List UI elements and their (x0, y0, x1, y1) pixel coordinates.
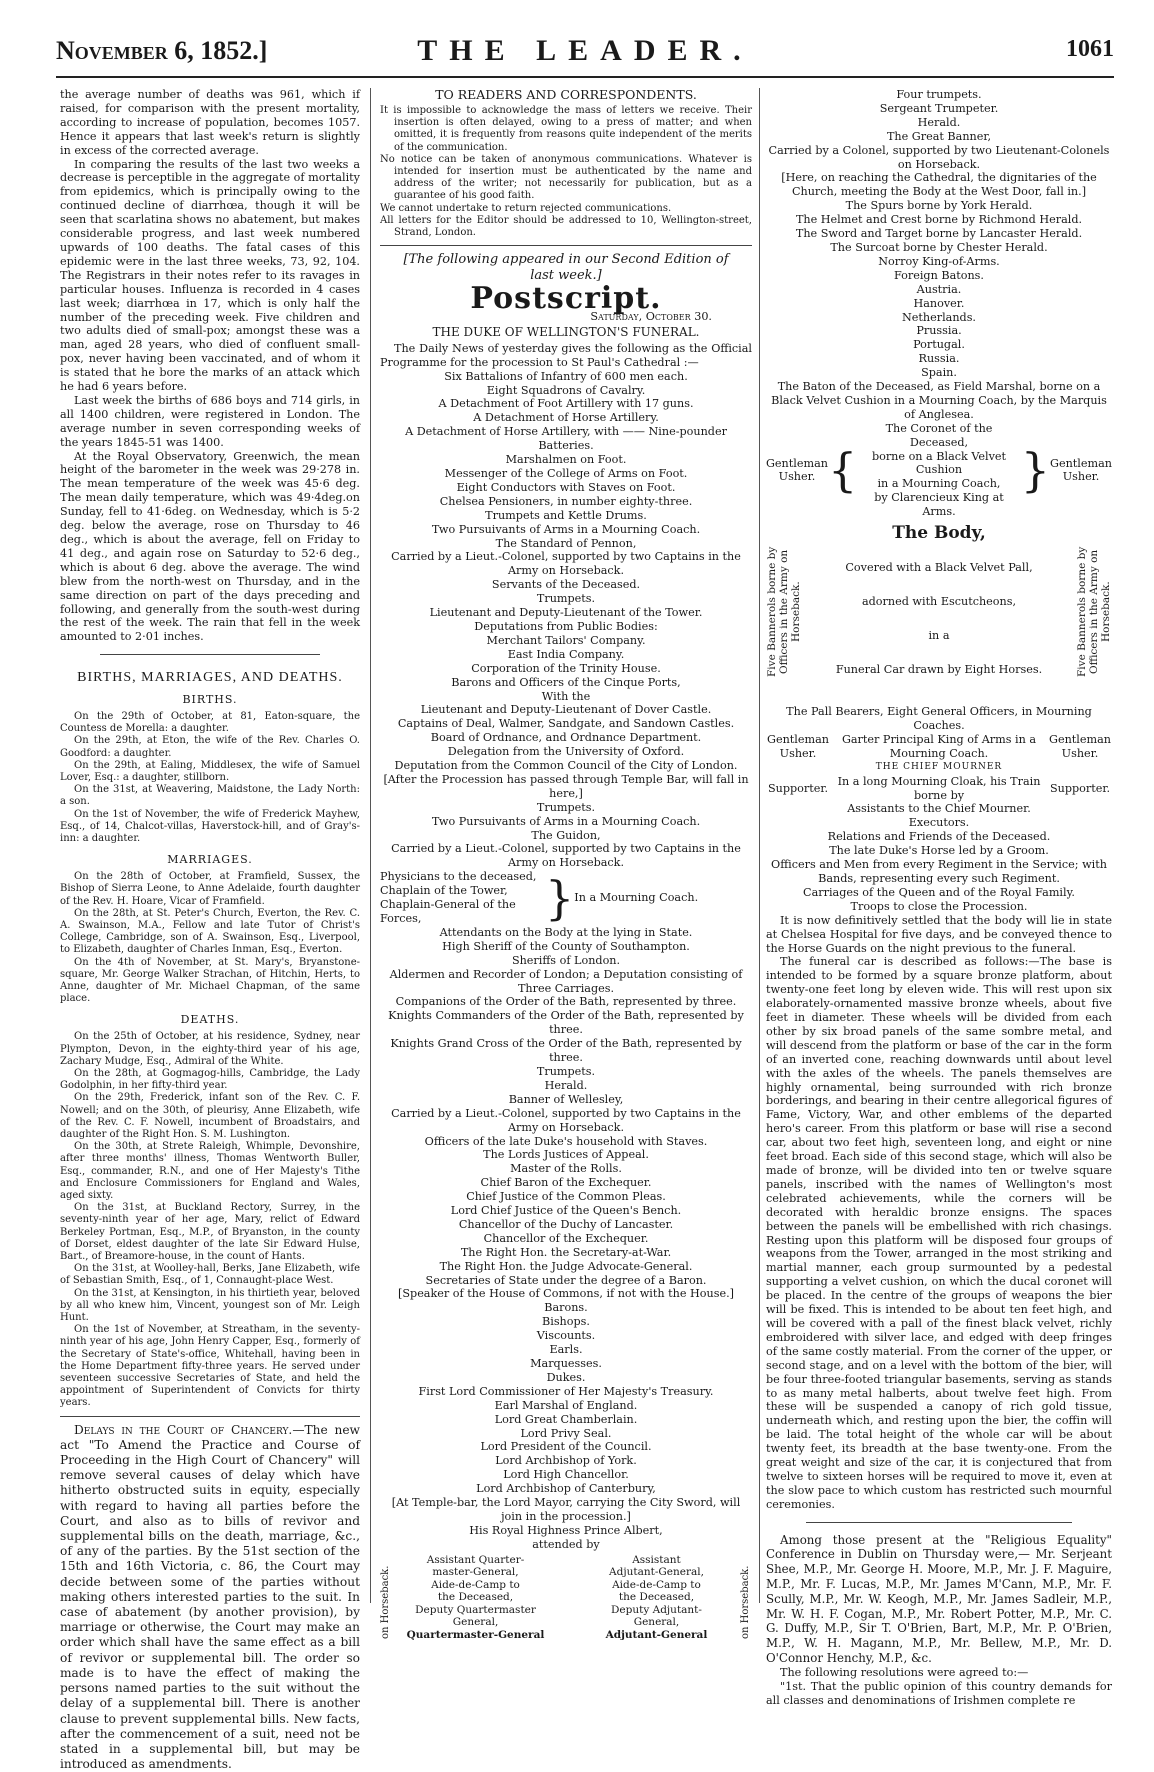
procession-item: Chief Justice of the Common Pleas. (466, 1190, 666, 1204)
procession-item: The Spurs borne by York Herald. (845, 199, 1033, 213)
procession-item: Trumpets. (536, 592, 596, 606)
column-rule-left (370, 88, 371, 1603)
death-notice: On the 28th, at Gogmagog-hills, Cambridge, the Lady Godolphin, in her fifty-third year. (60, 1067, 360, 1092)
procession-item: Carriages of the Queen and of the Royal Family. (803, 885, 1075, 899)
procession-item: Austria. (916, 282, 962, 296)
procession-item: Lord Chief Justice of the Queen's Bench. (450, 1204, 682, 1218)
supporter-group (766, 775, 1112, 803)
newspaper-title: THE LEADER. (417, 34, 753, 67)
birth-notice: On the 1st of November, the wife of Frederick Mayhew, Esq., of 14, Chalcot-villas, Haverstock-hill, and of Gray's-inn: a daughter. (60, 808, 360, 845)
procession-item: The Right Hon. the Secretary-at-War. (460, 1245, 672, 1259)
procession-item: Lord Great Chamberlain. (494, 1412, 638, 1426)
supporter-right: Supporter. (1049, 781, 1111, 795)
attendant-line: Deputy Adjutant- (611, 1603, 702, 1616)
procession-item: The Guidon, (531, 828, 601, 842)
procession-item: Lieutenant and Deputy-Lieutenant of the Tower. (429, 606, 703, 620)
procession-item: His Royal Highness Prince Albert, (469, 1523, 663, 1537)
procession-item: Deputations from Public Bodies: (474, 619, 658, 633)
procession-item: Messenger of the College of Arms on Foot. (444, 467, 688, 481)
readers-notice: No notice can be taken of anonymous communications. Whatever is intended for insertion must be authenticated by the name and address of the writer; not necessarily for publication, but as a guarantee of his good faith. (380, 153, 752, 202)
garter-group (766, 733, 1112, 761)
procession-item: The Standard of Pennon, (495, 536, 637, 550)
procession-item: A Detachment of Foot Artillery with 17 guns. (438, 397, 694, 411)
procession-item: Four trumpets. (896, 88, 982, 101)
physician-line: Physicians to the deceased, (380, 870, 537, 884)
procession-list-b (380, 926, 752, 1552)
bannerols-right: Five Bannerols borne by Officers in the Army on Horseback. (1076, 546, 1112, 678)
mortality-intro: the average number of deaths was 961, which if raised, for comparison with the present mortality, according to increase of population, becomes 1057. Hence it appears that last week's return is slightly in excess of the corrected average. (60, 88, 360, 157)
death-notice: On the 31st, at Buckland Rectory, Surrey, in the seventy-ninth year of her age, Mary, relict of Edward Berkeley Portman, Esq., M.P., of Bryanston, in the county of Dorset, eldest daughter of the late Sir Edward Hulse, Bart., of Breamore-house, in the count of Hants. (60, 1202, 360, 1262)
readers-notice: All letters for the Editor should be addressed to 10, Wellington-street, Strand, London. (380, 214, 752, 238)
procession-item: Prussia. (916, 324, 962, 338)
attendant-line: Aide-de-Camp to (612, 1578, 701, 1591)
attendant-line: General, (452, 1616, 499, 1629)
procession-item: Barons and Officers of the Cinque Ports, (451, 675, 681, 689)
bmd-heading: BIRTHS, MARRIAGES, AND DEATHS. (77, 670, 343, 686)
procession-item: Secretaries of State under the degree of a Baron. (425, 1273, 707, 1287)
body-line: in a (928, 629, 950, 643)
procession-item: [After the Procession has passed through Temple Bar, will fall in here,] (383, 772, 749, 800)
death-notice: On the 31st, at Kensington, in his thirtieth year, beloved by all who knew him, Vincent, youngest son of Mr. Leigh Hunt. (60, 1287, 360, 1324)
procession-item: First Lord Commissioner of Her Majesty's Treasury. (418, 1384, 714, 1398)
first-resolution: "1st. That the public opinion of this country demands for all classes and denominations of Irishmen complete re (766, 1679, 1112, 1707)
births-heading: BIRTHS. (182, 693, 238, 707)
resolutions-intro: The following resolutions were agreed to:— (780, 1665, 1029, 1679)
attendants-left (392, 1554, 559, 1652)
procession-item: Herald. (544, 1078, 588, 1092)
procession-item: Two Pursuivants of Arms in a Mourning Coach. (431, 814, 701, 828)
procession-item: Netherlands. (902, 310, 976, 324)
procession-item: Eight Squadrons of Cavalry. (486, 383, 646, 397)
attendants-right (573, 1554, 740, 1652)
procession-item: Deputation from the Common Council of the City of London. (394, 759, 738, 773)
procession-item: The Surcoat borne by Chester Herald. (830, 240, 1048, 254)
marriages-heading: MARRIAGES. (167, 853, 253, 867)
procession-item: Carried by a Lieut.-Colonel, supported by two Captains in the Army on Horseback. (391, 1106, 741, 1134)
birth-notice: On the 29th, at Ealing, Middlesex, the wife of Samuel Lover, Esq.: a daughter, stillborn. (60, 759, 360, 784)
attendant-line: the Deceased, (618, 1591, 695, 1604)
second-edition-note: [The following appeared in our Second Edition of last week.] (403, 252, 729, 284)
procession-item: Russia. (918, 352, 960, 366)
physician-line: Chaplain-General of the Forces, (380, 898, 516, 926)
dublin-conference: Among those present at the "Religious Equality" Conference in Dublin on Thursday were,— Mr. Serjeant Shee, M.P., Mr. George H. Moore, M.P., Mr. J. F. Maguire, M.P., Mr. F. Lucas, M.P., Mr. James M'Cann, M.P., Mr. F. Scully, M.P., Mr. W. Keogh, M.P., Mr. James Sadleir, M.P., Mr. W. H. F. Cogan, M.P., Mr. Robert Potter, M.P., Mr. C. G. Duffy, M.P., Sir T. O'Brien, Bart, M.P., Mr. P. O'Brien, M.P., W. H. Magann, M.P., Mr. Bellew, M.P., Mr. D. O'Connor Henchy, M.P., &c. (766, 1532, 1112, 1666)
marriage-notice: On the 28th, at St. Peter's Church, Everton, the Rev. C. A. Swainson, M.A., Fellow and late Tutor of Christ's College, Cambridge, son of A. Swainson, Esq., Liverpool, to Elizabeth, daughter of Charles Inman, Esq., Everton. (60, 907, 360, 956)
funeral-car-description: The funeral car is described as follows:—The base is intended to be formed by a square bronze platform, about twenty-one feet long by eleven wide. This will rest upon six elaborately-ornamented massive bronze wheels, about five feet in diameter. These wheels will be divided from each other by six broad panels of the same sombre metal, and will descend from the platform or base of the car in the form of an inverted cone, reaching downwards until about level with the axles of the wheels. The panels themselves are highly ornamental, being surrounded with rich bronze borderings, and bearing in their centre allegorical figures of Fame, Victory, War, and other emblems of the departed hero's career. From this platform or base will rise a second car, about two feet high, seventeen long, and eight or nine feet broad. Each side of this second stage, which will also be made of bronze, will be divided into ten or twelve square panels, inscribed with the names of Wellington's most celebrated achievements, while the corners will be decorated with heraldic bronze ensigns. The spaces between the panels will be embellished with rich chasings. Resting upon this platform will be disposed four groups of weapons from the Tower, arranged in the most striking and martial manner, each group surmounted by a pedestal supporting a velvet cushion, on which the ducal coronet will be placed. In the centre of the groups of weapons the bier will be fixed. This is intended to be about ten feet high, and will be covered with a pall of the finest black velvet, richly embroidered with silver lace, and edged with deep fringes of the same costly material. From the corner of the upper, or second stage, and on a level with the bottom of the bier, will be four three-footed triangular basements, serving as stands to as many metal halberts, about twelve feet high. From these will be suspended a canopy of rich gold tissue, underneath which, and resting upon the bier, the coffin will be laid. The total height of the whole car will be about twenty feet, its breadth at the base twenty-one. From the great weight and size of the car, it is conjectured that from twelve to sixteen horses will be required to move it, even at the slow pace to which custom has restricted such mournful ceremonies. (766, 955, 1112, 1511)
procession-item: Board of Ordnance, and Ordnance Department. (430, 731, 702, 745)
deaths-list (60, 1031, 360, 1409)
coronet-line: borne on a Black Velvet Cushion (871, 449, 1007, 477)
procession-item: Chief Baron of the Exchequer. (480, 1176, 652, 1190)
chancery-headline: Delays in the Court of Chancery. (74, 1422, 293, 1437)
procession-item: The Baton of the Deceased, as Field Marshal, borne on a Black Velvet Cushion in a Mourning Coach, by the Marquis of Anglesea. (771, 380, 1107, 421)
procession-item: Two Pursuivants of Arms in a Mourning Coach. (431, 522, 701, 536)
procession-item: With the (541, 689, 591, 703)
death-notice: On the 1st of November, at Streatham, in the seventy-ninth year of his age, John Henry Capper, Esq., formerly of the Secretary of State's-office, Whitehall, having been in the Home Department fifty-three years. He served under seventeen successive Secretaries of State, and held the appointment of Superintendent of Convicts for thirty years. (60, 1324, 360, 1409)
procession-item: Hanover. (913, 296, 965, 310)
procession-item: Marshalmen on Foot. (505, 453, 627, 467)
procession-item: Captains of Deal, Walmer, Sandgate, and Sandown Castles. (397, 717, 735, 731)
procession-item: Lord Archbishop of York. (495, 1454, 637, 1468)
procession-item: Banner of Wellesley, (508, 1092, 624, 1106)
chief-mourner: THE CHIEF MOURNER (875, 761, 1003, 772)
procession-item: The Great Banner, (886, 129, 992, 143)
attendants-table (392, 1554, 740, 1652)
attendant-line: master-General, (432, 1566, 519, 1579)
procession-item: Earls. (549, 1343, 583, 1357)
divider (100, 654, 320, 655)
deaths-heading: DEATHS. (180, 1013, 240, 1027)
births-weekly: Last week the births of 686 boys and 714 girls, in all 1400 children, were registered in London. The average number in seven corresponding weeks of the years 1845-51 was 1400. (60, 393, 360, 449)
procession-item: Trumpets and Kettle Drums. (485, 508, 647, 522)
procession-item: Lord Archbishop of Canterbury, (476, 1482, 656, 1496)
chancery-body: —The new act "To Amend the Practice and Course of Proceeding in the High Court of Chancery" will remove several causes of delay which have hitherto obstructed suits in equity, especially with regard to having all parties before the Court, and also as to bills of revivor and supplemental bills on the death, marriage, &c., of any of the parties. By the 51st section of the 15th and 16th Victoria, c. 86, the Court may decide between some of the parties without making others interested parties to the suit. In case of abatement (by another provision), by marriage or otherwise, the Court may make an order which shall have the same effect as a bill of revivor or supplemental bill. The order so made is to have the effect of making the persons named parties to the suit without the delay of a supplemental bill. There is another clause to prevent supplemental bills. New facts, after the commencement of a suit, need not be stated in a supplemental bill, but may be introduced as amendments. (60, 1422, 360, 1772)
procession-item: Lord Privy Seal. (520, 1426, 612, 1440)
procession-item: Carried by a Lieut.-Colonel, supported by two Captains in the Army on Horseback. (391, 842, 741, 870)
procession-item: Lieutenant and Deputy-Lieutenant of Dover Castle. (420, 703, 712, 717)
procession-item: Officers of the late Duke's household with Staves. (424, 1134, 708, 1148)
procession-item: Delegation from the University of Oxford. (447, 745, 685, 759)
marriage-notice: On the 4th of November, at St. Mary's, Bryanstone-square, Mr. George Walker Strachan, of Hitchin, Herts, to Anne, daughter of Mr. Michael Chapman, of the same place. (60, 956, 360, 1005)
body-line: Covered with a Black Velvet Pall, (845, 561, 1033, 575)
birth-notice: On the 29th, at Eton, the wife of the Rev. Charles O. Goodford: a daughter. (60, 735, 360, 759)
physician-line: Chaplain of the Tower, (380, 884, 508, 898)
attendant-line: Quartermaster-General (406, 1628, 545, 1641)
procession-item: Viscounts. (536, 1329, 596, 1343)
births-list (60, 711, 360, 845)
procession-item: High Sheriff of the County of Southampton. (442, 939, 690, 953)
procession-item: Foreign Batons. (894, 268, 984, 282)
divider (60, 1416, 360, 1417)
bannerols-left: Five Bannerols borne by Officers in the Army on Horseback. (766, 546, 802, 678)
attendant-line: General, (633, 1616, 680, 1629)
procession-item: Marquesses. (530, 1357, 602, 1371)
procession-item: Corporation of the Trinity House. (471, 661, 661, 675)
procession-item: Lord High Chancellor. (503, 1468, 629, 1482)
readers-notice: We cannot undertake to return rejected communications. (380, 202, 672, 214)
brace-icon: } (545, 871, 575, 926)
procession-item: Chancellor of the Exchequer. (483, 1231, 649, 1245)
procession-item: Carried by a Lieut.-Colonel, supported by two Captains in the Army on Horseback. (391, 550, 741, 578)
divider (380, 245, 752, 246)
procession-item: The Lords Justices of Appeal. (483, 1148, 649, 1162)
mortality-comparison: In comparing the results of the last two weeks a decrease is perceptible in the aggregate of mortality from epidemics, which is principally owing to the continued decline of diarrhœa, though it will be seen that scarlatina shows no abatement, but makes considerable progress, and last week numbered upwards of 100 deaths. The fatal cases of this epidemic were in the last three weeks, 73, 92, 104. The Registrars in their notes refer to its ravages in particular houses. Influenza is recorded in 4 cases last week; diarrhœa in 17, which is only half the number of the preceding week. Five children and two adults died of small-pox; amongst these was a man, aged 28 years, who died of confluent small-pox, never having been vaccinated, and of whom it is stated that he bore the marks of an attack which he had 6 years before. (60, 157, 360, 394)
death-notice: On the 29th, Frederick, infant son of the Rev. C. F. Nowell; and on the 30th, of pleurisy, Anne Elizabeth, wife of the Rev. C. F. Nowell, incumbent of Broadstairs, and daughter of the Right Hon. S. M. Lushington. (60, 1092, 360, 1140)
masthead (56, 28, 1114, 78)
procession-item: Relations and Friends of the Deceased. (827, 830, 1051, 844)
readers-heading: TO READERS AND CORRESPONDENTS. (435, 87, 697, 102)
body-heading: The Body, (892, 523, 986, 544)
coronet-group (766, 422, 1112, 519)
attendant-line: Deputy Quartermaster (415, 1603, 536, 1616)
procession-item: [At Temple-bar, the Lord Mayor, carrying the City Sword, will join in the procession.] (391, 1496, 741, 1523)
procession-item: Sergeant Trumpeter. (879, 101, 999, 115)
procession-item: Master of the Rolls. (510, 1162, 622, 1176)
procession-item: Dukes. (546, 1370, 586, 1384)
funeral-headline: THE DUKE OF WELLINGTON'S FUNERAL. (432, 324, 700, 339)
postscript-heading: Postscript. (470, 281, 662, 317)
procession-item: Knights Commanders of the Order of the Bath, represented by three. (388, 1009, 744, 1037)
procession-item: Attendants on the Body at the lying in State. (439, 925, 693, 939)
physicians-group (380, 870, 752, 926)
attendant-line: Assistant Quarter- (426, 1553, 525, 1566)
supporter-left: Supporter. (767, 781, 829, 795)
coronet-line: by Clarencieux King at Arms. (874, 491, 1004, 519)
body-line: Funeral Car drawn by Eight Horses. (835, 662, 1043, 676)
column-1 (60, 88, 360, 1772)
procession-item: Companions of the Order of the Bath, represented by three. (395, 995, 737, 1009)
divider (806, 1522, 1072, 1523)
attendant-line: Adjutant-General, (609, 1566, 704, 1579)
pall-bearers: The Pall Bearers, Eight General Officers, in Mourning Coaches. (786, 705, 1092, 732)
procession-item: The Right Hon. the Judge Advocate-General. (439, 1259, 693, 1273)
body-line: adorned with Escutcheons, (861, 595, 1017, 609)
chelsea-lying-in-state: It is now definitively settled that the body will lie in state at Chelsea Hospital for five days, and be conveyed thence to the Horse Guards on the night previous to the funeral. (766, 913, 1112, 955)
horseback-label-right: on Horseback. (740, 1565, 751, 1639)
brace-icon: { (827, 443, 858, 498)
coronet-line: in a Mourning Coach, (877, 477, 1001, 491)
death-notice: On the 30th, at Strete Raleigh, Whimple, Devonshire, after three months' illness, Thomas Wentworth Buller, Esq., commander, R.N., and one of Her Majesty's Tithe and Enclosure Commissioners for England and Wales, aged sixty. (60, 1141, 360, 1201)
column-2 (380, 87, 752, 1641)
procession-item: Lord President of the Council. (480, 1440, 652, 1454)
body-group (766, 523, 1112, 697)
procession-item: Barons. (544, 1301, 588, 1315)
procession-item: Herald. (917, 115, 961, 129)
death-notice: On the 25th of October, at his residence, Sydney, near Plympton, Devon, in the eighty-third year of his age, Zachary Mudge, Esq., Admiral of the White. (60, 1031, 360, 1067)
issue-date: November 6, 1852.] (56, 36, 268, 65)
procession-item: Norroy King-of-Arms. (878, 254, 1000, 268)
mourning-cloak: In a long Mourning Cloak, his Train borne by (837, 774, 1041, 802)
procession-item: A Detachment of Horse Artillery. (473, 411, 659, 425)
procession-item: A Detachment of Horse Artillery, with —— Nine-pounder Batteries. (405, 425, 727, 453)
procession-item: Spain. (921, 366, 957, 380)
greenwich-weather: At the Royal Observatory, Greenwich, the mean height of the barometer in the week was 29·278 in. The mean temperature of the week was 45·6 deg. The mean daily temperature, which was 49·4deg.on Sunday, fell to 41·6deg. on Wednesday, which is 5·2 deg. below the average, rose on Thursday to 46 deg., which is about the average, fell on Friday to 41 deg., and again rose on Saturday to 52·6 deg., which is about 6 deg. above the average. The wind blew from the north-west on Thursday, and in the same direction on part of the days preceding and following, and generally from the south-west during the rest of the week. The rain that fell in the week amounted to 2·01 inches. (60, 449, 360, 644)
marriages-list (60, 871, 360, 1005)
garter-king: Garter Principal King of Arms in a Mourning Coach. (841, 732, 1037, 760)
attendant-line: Adjutant-General (605, 1628, 708, 1641)
chancery-article (60, 1423, 360, 1772)
procession-item: Knights Grand Cross of the Order of the Bath, represented by three. (390, 1037, 742, 1065)
procession-item: East India Company. (507, 647, 625, 661)
horseback-label-left: on Horseback. (380, 1565, 391, 1639)
procession-list-d (766, 802, 1112, 913)
column-3 (766, 88, 1112, 1707)
procession-item: [Here, on reaching the Cathedral, the dignitaries of the Church, meeting the Body at the West Door, fall in.] (781, 171, 1097, 199)
coronet-line: The Coronet of the Deceased, (885, 421, 993, 449)
procession-item: attended by (532, 1537, 600, 1551)
procession-item: Chelsea Pensioners, in number eighty-three. (439, 494, 693, 508)
procession-item: Eight Conductors with Staves on Foot. (456, 480, 676, 494)
procession-item: Earl Marshal of England. (494, 1398, 638, 1412)
column-rule-right (759, 88, 760, 1603)
readers-notice: It is impossible to acknowledge the mass of letters we receive. Their insertion is often delayed, owing to a press of matter; and when omitted, it is frequently from reasons quite independent of the merits of the communication. (380, 104, 752, 153)
gentleman-usher-left: Gentleman Usher. (766, 456, 828, 484)
procession-item: Carried by a Colonel, supported by two Lieutenant-Colonels on Horseback. (768, 143, 1110, 171)
procession-list-c (766, 88, 1112, 422)
procession-item: Servants of the Deceased. (491, 578, 641, 592)
procession-item: Portugal. (913, 338, 965, 352)
dateline: Saturday, October 30. (590, 310, 712, 324)
gentleman-usher-right: Gentleman Usher. (1049, 732, 1111, 760)
attendant-line: Aide-de-Camp to (431, 1578, 520, 1591)
procession-item: Six Battalions of Infantry of 600 men each. (444, 369, 688, 383)
body-description (802, 523, 1076, 697)
procession-item: Executors. (908, 816, 970, 830)
marriage-notice: On the 28th of October, at Framfield, Sussex, the Bishop of Sierra Leone, to Anne Adelaide, fourth daughter of the Rev. H. Hoare, Vicar of Framfield. (60, 871, 360, 907)
procession-item: Troops to close the Procession. (850, 899, 1028, 913)
procession-item: Aldermen and Recorder of London; a Deputation consisting of Three Carriages. (389, 967, 743, 995)
procession-item: Trumpets. (536, 800, 596, 814)
attendants-block (380, 1552, 752, 1652)
page-number: 1061 (1066, 36, 1114, 62)
procession-list-a (380, 370, 752, 871)
procession-item: Officers and Men from every Regiment in the Service; with Bands, representing every such Regiment. (771, 858, 1107, 885)
funeral-intro: The Daily News of yesterday gives the following as the Official Programme for the procession to St Paul's Cathedral :— (380, 341, 752, 369)
coronet-bearer (857, 422, 1021, 519)
procession-item: The Sword and Target borne by Lancaster Herald. (795, 227, 1083, 241)
physicians-names (380, 870, 545, 926)
procession-item: Assistants to the Chief Mourner. (847, 802, 1031, 816)
gentleman-usher-right: Gentleman Usher. (1050, 456, 1112, 484)
procession-item: Trumpets. (536, 1064, 596, 1078)
procession-item: Bishops. (542, 1315, 590, 1329)
brace-icon: } (1020, 443, 1051, 498)
gentleman-usher-left: Gentleman Usher. (767, 732, 829, 760)
birth-notice: On the 31st, at Weavering, Maidstone, the Lady North: a son. (60, 784, 360, 808)
procession-item: The late Duke's Horse led by a Groom. (829, 844, 1049, 858)
physicians-coach: In a Mourning Coach. (574, 891, 699, 905)
procession-item: [Speaker of the House of Commons, if not with the House.] (398, 1287, 734, 1301)
attendant-line: the Deceased, (437, 1591, 514, 1604)
procession-item: Merchant Tailors' Company. (486, 633, 646, 647)
readers-notices (380, 105, 752, 239)
death-notice: On the 31st, at Woolley-hall, Berks, Jane Elizabeth, wife of Sebastian Smith, Esq., of 1, Connaught-place West. (60, 1263, 360, 1287)
attendant-line: Assistant (632, 1553, 681, 1566)
procession-item: The Helmet and Crest borne by Richmond Herald. (795, 213, 1083, 227)
procession-item: Chancellor of the Duchy of Lancaster. (458, 1217, 674, 1231)
procession-item: Sheriffs of London. (511, 953, 621, 967)
birth-notice: On the 29th of October, at 81, Eaton-square, the Countess de Morella: a daughter. (60, 711, 360, 735)
